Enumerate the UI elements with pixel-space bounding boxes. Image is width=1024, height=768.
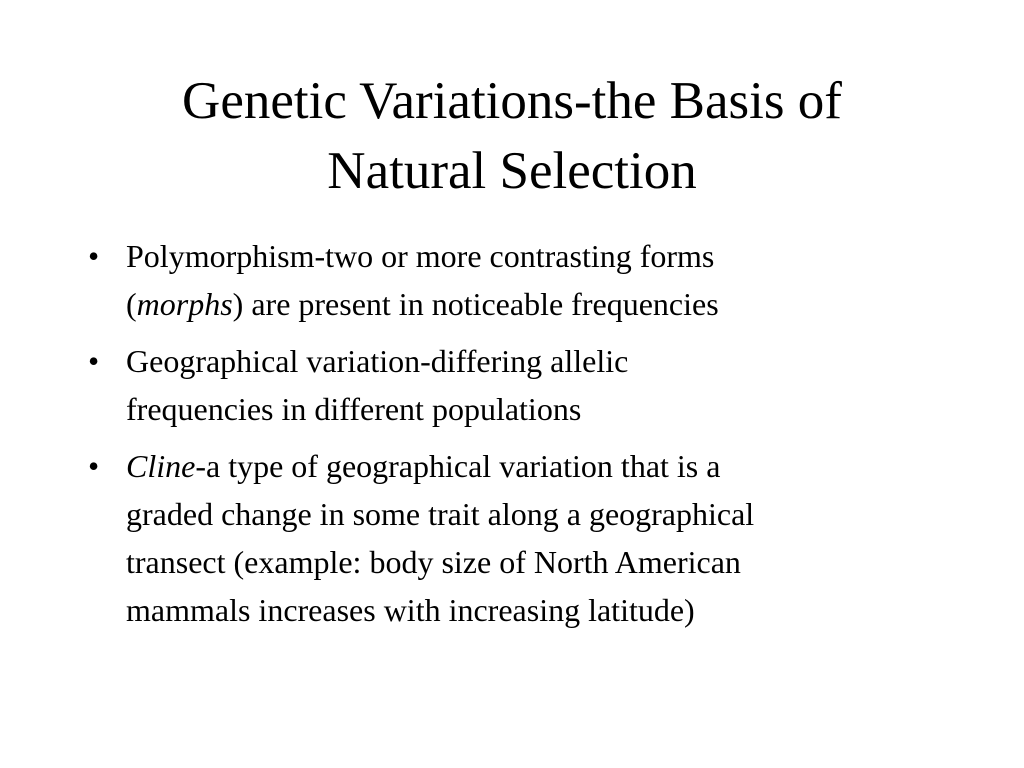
term-cline: Cline [126, 448, 196, 484]
bullet-2-line-1: Geographical variation-differing allelic [126, 343, 629, 379]
slide-title [60, 66, 964, 206]
bullet-3-line-1 [126, 442, 960, 490]
bullet-1-line-2-rest: ) are present in noticeable frequencies [232, 286, 719, 322]
bullet-1-line-2 [126, 280, 960, 328]
term-morphs: morphs [136, 286, 233, 322]
bullet-3-line-1-rest: -a type of geographical variation that is a [195, 448, 721, 484]
bullet-3-line-2: graded change in some trait along a geographical [126, 496, 755, 532]
title-line-1: Genetic Variations-the Basis of [182, 72, 842, 130]
bullet-dot: • [88, 238, 100, 274]
bullet-item-geographical-variation [80, 337, 960, 433]
open-paren: ( [126, 286, 137, 322]
bullet-list [80, 232, 960, 643]
title-line-2: Natural Selection [327, 142, 697, 200]
bullet-item-polymorphism [80, 232, 960, 328]
bullet-2-line-2: frequencies in different populations [126, 391, 582, 427]
bullet-3-line-4: mammals increases with increasing latitude) [126, 592, 695, 628]
bullet-3-line-3: transect (example: body size of North American [126, 544, 741, 580]
bullet-1-line-1: Polymorphism-two or more contrasting forms [126, 238, 715, 274]
bullet-item-cline [80, 442, 960, 634]
bullet-dot: • [88, 448, 100, 484]
bullet-dot: • [88, 343, 100, 379]
